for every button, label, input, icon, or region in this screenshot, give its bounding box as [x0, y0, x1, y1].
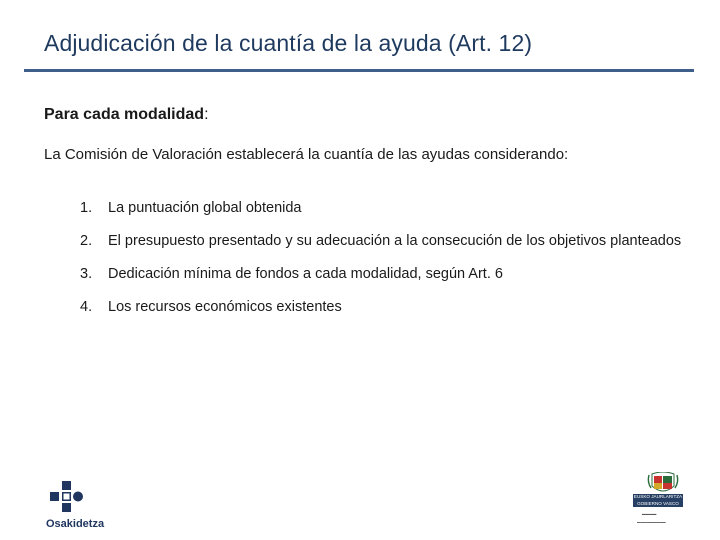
list-item	[80, 291, 690, 324]
list-item-text: El presupuesto presentado y su adecuación a la consecución de los objetivos planteados	[108, 233, 682, 249]
coat-of-arms-icon	[646, 472, 680, 494]
list-item-number: 2.	[80, 233, 93, 249]
band-line-1: EUSKO JAURLARITZA	[633, 494, 683, 499]
small-caption-2: ▬▬▬▬▬▬▬▬▬	[637, 520, 666, 524]
small-caption-1: ▬▬▬▬	[642, 512, 657, 516]
list-item-number: 1.	[80, 200, 93, 216]
slide-title: Adjudicación de la cuantía de la ayuda (Art. 12)	[44, 30, 533, 56]
gobierno-vasco-logo	[630, 472, 686, 530]
list-item	[80, 258, 690, 291]
osakidetza-logo	[46, 481, 110, 533]
list-item	[80, 225, 690, 258]
subheading	[44, 106, 209, 124]
subheading-bold: Para cada modalidad	[44, 106, 205, 123]
list-item-text: La puntuación global obtenida	[108, 200, 302, 216]
list-item-number: 4.	[80, 299, 93, 315]
band-line-2: GOBIERNO VASCO	[637, 500, 679, 506]
osakidetza-wordmark: Osakidetza	[46, 518, 105, 530]
title-divider	[24, 69, 694, 72]
criteria-list	[80, 192, 690, 324]
intro-text: La Comisión de Valoración establecerá la cuantía de las ayudas considerando:	[44, 146, 569, 163]
list-item-number: 3.	[80, 266, 93, 282]
subheading-suffix: :	[204, 106, 209, 123]
osakidetza-cross-icon	[50, 481, 84, 513]
list-item-text: Los recursos económicos existentes	[108, 299, 342, 315]
government-band	[633, 494, 683, 507]
list-item	[80, 192, 690, 225]
list-item-text: Dedicación mínima de fondos a cada modalidad, según Art. 6	[108, 266, 503, 282]
